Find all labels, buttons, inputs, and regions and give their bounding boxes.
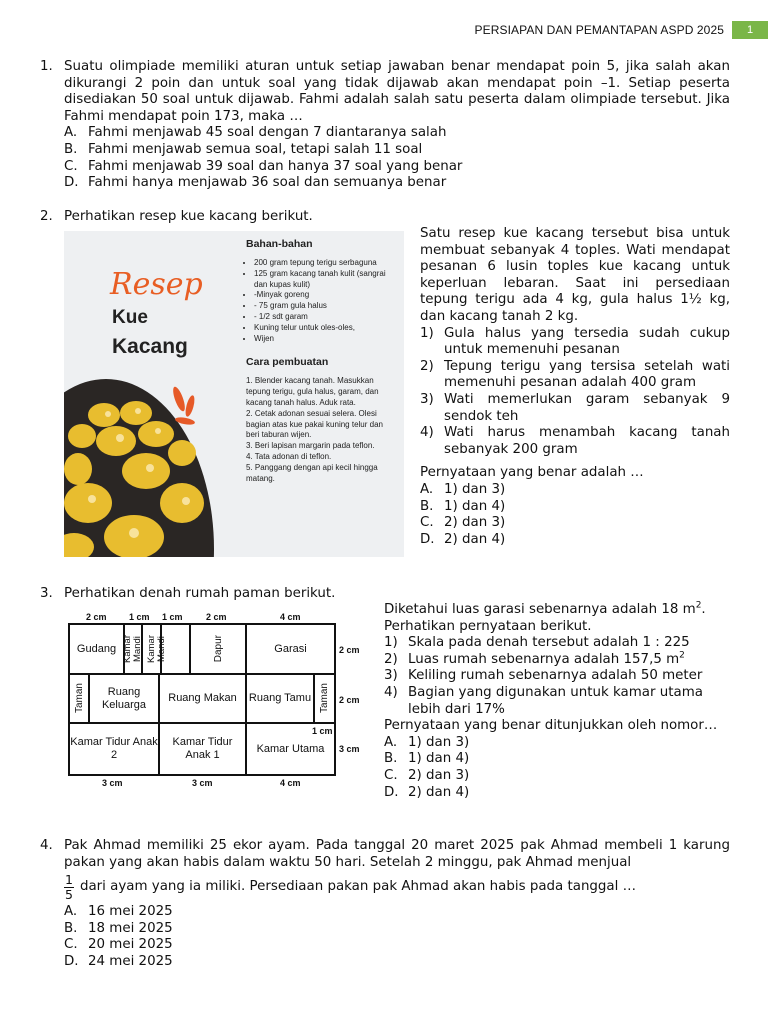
cara-step: 5. Panggang dengan api kecil hingga matang. [246, 462, 378, 483]
q2-intro: Satu resep kue kacang tersebut bisa untuk membuat sebanyak 4 toples. Wati mendapat pesanan 6 lusin toples kue kacang untuk keperluan lebaran. Saat ini persediaan tepung terigu ada 4 kg, gula halus 1½ kg, dan kacang tanah 2 kg. [420, 226, 730, 324]
bahan-list [246, 258, 401, 344]
bahan-title: Bahan-bahan [246, 238, 313, 250]
q3-side-text [384, 602, 730, 801]
cara-step: 2. Cetak adonan sesuai selera. Olesi bagian atas kue pakai kuning telur dan beri taburan wijen. [246, 408, 383, 440]
dim-top-5: 4 cm [280, 612, 301, 622]
statement-3: 3) Wati memerlukan garam sebanyak 9 sendok teh [420, 391, 730, 424]
dim-bottom-1: 3 cm [102, 778, 123, 788]
cara-step: 4. Tata adonan di teflon. [246, 451, 332, 461]
fraction: 1 5 [65, 872, 73, 903]
option-c[interactable]: C. 2) dan 3) [384, 767, 470, 783]
room-gudang: Gudang [68, 623, 125, 675]
room-kamar-mandi-1: Kamar Mandi [123, 623, 143, 675]
option-a[interactable]: A. Fahmi menjawab 45 soal dengan 7 diantaranya salah [64, 125, 447, 141]
statement-2: 2) Luas rumah sebenarnya adalah 157,5 $m^2$ [384, 650, 685, 667]
floor-plan [64, 608, 364, 792]
room-taman-left: Taman [68, 673, 90, 724]
dim-top-2: 1 cm [129, 612, 150, 622]
option-d[interactable]: D. 2) dan 4) [420, 531, 506, 547]
question-number: 4. [40, 838, 53, 853]
dim-top-1: 2 cm [86, 612, 107, 622]
option-b[interactable]: B. 18 mei 2025 [64, 920, 173, 936]
room-kamar-anak-2: Kamar Tidur Anak 2 [68, 722, 160, 776]
room-kamar-anak-1: Kamar Tidur Anak 1 [158, 722, 247, 776]
recipe-image [64, 231, 404, 557]
room-dapur: Dapur [189, 623, 247, 675]
room-ruang-keluarga: Ruang Keluarga [88, 673, 160, 724]
dim-right-4: 3 cm [339, 744, 360, 754]
cara-title: Cara pembuatan [246, 356, 329, 369]
question-1 [40, 59, 730, 192]
statement-4: 4) Wati harus menambah kacang tanah sebanyak 200 gram [420, 425, 730, 457]
cara-step: 3. Beri lapisan margarin pada teflon. [246, 441, 375, 451]
recipe-title-2: Kacang [112, 335, 188, 358]
wall-divider [160, 623, 162, 675]
option-d[interactable]: D. 2) dan 4) [384, 784, 470, 800]
room-garasi: Garasi [245, 623, 336, 675]
question-number: 2. [40, 209, 53, 224]
answer-options [64, 904, 730, 970]
statement-3: 3) Keliling rumah sebenarnya adalah 50 meter [384, 668, 703, 684]
statement-1: 1) Skala pada denah tersebut adalah 1 : 225 [384, 635, 690, 651]
dim-top-4: 2 cm [206, 612, 227, 622]
question-2 [40, 209, 730, 226]
header-title: PERSIAPAN DAN PEMANTAPAN ASPD 2025 [474, 23, 724, 37]
question-text: Perhatikan denah rumah paman berikut. [64, 586, 336, 601]
room-ruang-makan: Ruang Makan [158, 673, 247, 724]
recipe-title-1: Kue [112, 307, 148, 328]
bahan-item: • - 1/2 sdt garam [254, 312, 401, 323]
option-a[interactable]: A. 1) dan 3) [420, 481, 506, 497]
question-number: 3. [40, 586, 53, 601]
bahan-item: • - 75 gram gula halus [254, 301, 401, 312]
statement-1: 1) Gula halus yang tersedia sudah cukup untuk memenuhi pesanan [420, 325, 730, 358]
q3-intro: Diketahui luas garasi sebenarnya adalah 18 $m^2$. [384, 600, 706, 617]
question-number: 1. [40, 59, 53, 74]
room-kamar-mandi-2: Kamar [141, 623, 191, 675]
option-b[interactable]: B. 1) dan 4) [420, 498, 506, 514]
room-kamar-utama: Kamar Utama [245, 722, 336, 776]
dim-right-2: 2 cm [339, 695, 360, 705]
room-taman-right: Taman [313, 673, 336, 724]
question-text: Pak Ahmad memiliki 25 ekor ayam. Pada tanggal 20 maret 2025 pak Ahmad membeli 1 karung pakan yang akan habis dalam waktu 50 hari. Setelah 2 minggu, pak Ahmad menjual [64, 838, 730, 870]
question-text: Suatu olimpiade memiliki aturan untuk setiap jawaban benar mendapat poin 5, jika salah akan dikurangi 2 poin dan untuk soal yang tidak dijawab akan mendapat poin –1. Setiap peserta disediakan 50 soal untuk dijawab. Fahmi adalah salah satu peserta dalam olimpiade tersebut. Jika Fahmi mendapat poin 173, maka … [64, 59, 730, 124]
statement-2: 2) Tepung terigu yang tersisa setelah wati memenuhi pesanan adalah 400 gram [420, 358, 730, 391]
q3-intro-2: Perhatikan pernyataan berikut. [384, 618, 592, 634]
question-text: Perhatikan resep kue kacang berikut. [64, 209, 313, 224]
option-d[interactable]: D. 24 mei 2025 [64, 953, 173, 969]
bahan-item: • 200 gram tepung terigu serbaguna [254, 258, 401, 269]
cara-step: 1. Blender kacang tanah. Masukkan tepung terigu, gula halus, garam, dan kacang tanah halus. Aduk rata. [246, 376, 379, 407]
dim-top-3: 1 cm [162, 612, 183, 622]
option-c[interactable]: C. Fahmi menjawab 39 soal dan hanya 37 soal yang benar [64, 158, 463, 174]
option-d[interactable]: D. Fahmi hanya menjawab 36 soal dan semuanya benar [64, 175, 447, 191]
bahan-item: • 125 gram kacang tanah kulit (sangrai dan kupas kulit) [254, 269, 401, 291]
dim-right-1: 2 cm [339, 645, 360, 655]
page-number: 1 [732, 21, 768, 39]
question-text-cont: 1 5 dari ayam yang ia miliki. Persediaan pakan pak Ahmad akan habis pada tanggal … [65, 872, 637, 903]
q2-side-text [420, 226, 730, 548]
option-b[interactable]: B. 1) dan 4) [384, 751, 470, 767]
option-c[interactable]: C. 2) dan 3) [420, 515, 506, 531]
room-ruang-tamu: Ruang Tamu [245, 673, 315, 724]
option-b[interactable]: B. Fahmi menjawab semua soal, tetapi salah 11 soal [64, 141, 423, 157]
bahan-item: • -Minyak goreng [254, 290, 401, 301]
cara-list [246, 376, 401, 484]
option-a[interactable]: A. 16 mei 2025 [64, 904, 173, 920]
recipe-title-script: Resep [110, 267, 203, 302]
dim-right-3: 1 cm [312, 726, 333, 736]
bahan-item: • Wijen [254, 334, 401, 345]
question-4 [40, 838, 730, 971]
option-a[interactable]: A. 1) dan 3) [384, 734, 470, 750]
page-header [475, 21, 768, 39]
recipe-text [246, 238, 401, 484]
dim-bottom-2: 3 cm [192, 778, 213, 788]
question-3 [40, 586, 730, 603]
option-c[interactable]: C. 20 mei 2025 [64, 937, 173, 953]
dim-bottom-3: 4 cm [280, 778, 301, 788]
answer-options [64, 125, 730, 191]
statement-4: 4) Bagian yang digunakan untuk kamar utama lebih dari 17% [384, 684, 703, 717]
bahan-item: • Kuning telur untuk oles-oles, [254, 323, 401, 334]
q2-prompt: Pernyataan yang benar adalah … [420, 465, 644, 481]
q3-prompt: Pernyataan yang benar ditunjukkan oleh nomor… [384, 718, 718, 734]
